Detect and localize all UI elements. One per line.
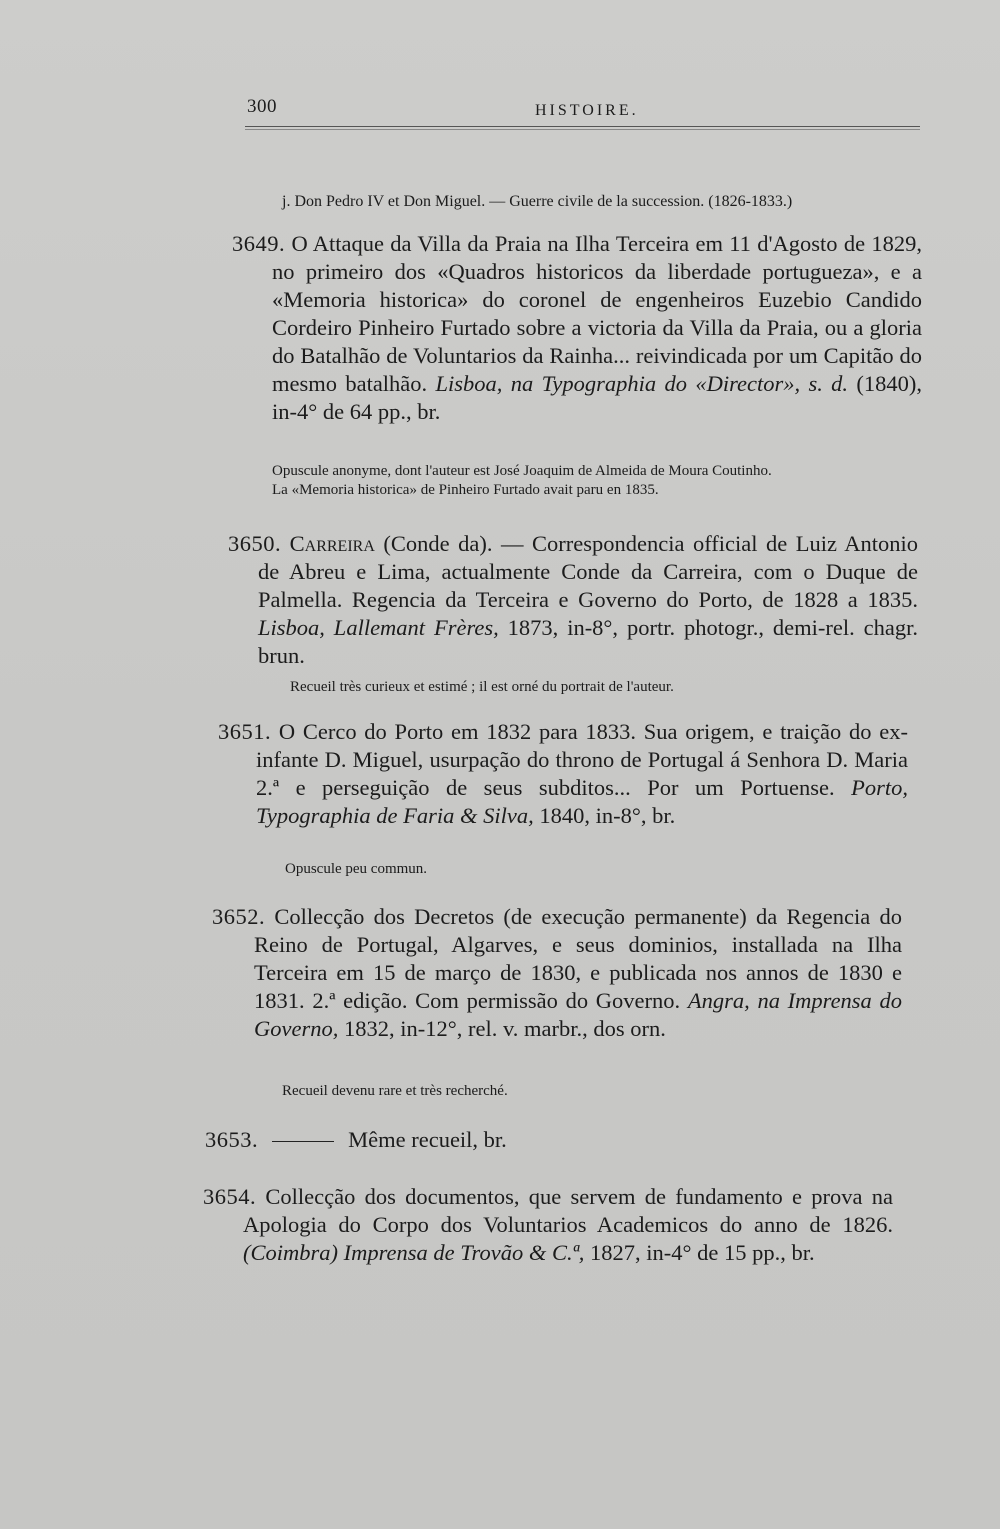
catalog-entry-3649 [232,230,922,426]
note-line: Opuscule peu commun. [285,861,428,877]
header-rule [245,126,920,127]
entry-collation: 1840, in-8°, br. [539,803,676,828]
page-number: 300 [247,96,277,117]
entry-imprint: (Coimbra) Imprensa de Trovão & C.ª, [243,1240,585,1265]
note-line: Recueil très curieux et estimé ; il est orné du portrait de l'auteur. [290,679,674,695]
entry-collation: 1827, in-4° de 15 pp., br. [590,1240,815,1265]
catalog-entry-3650 [228,530,918,670]
running-title: HISTOIRE. [535,102,639,119]
page-header [245,96,920,124]
note-line: Opuscule anonyme, dont l'auteur est José Joaquim de Almeida de Moura Coutinho. [272,463,772,479]
note-line: Recueil devenu rare et très recherché. [282,1083,508,1099]
header-rule-secondary [245,129,920,130]
entry-title: (Conde da). — Correspondencia official de Luiz Antonio de Abreu e Lima, actualmente Conde da Carreira, com o Duque de Palmella. Regencia da Terceira e Governo do Porto, de 1828 a 1835. [258,531,919,612]
entry-number: 3652. [212,904,266,929]
entry-number: 3654. [203,1184,257,1209]
entry-number: 3650. [228,531,282,556]
entry-note-3649 [272,462,772,500]
entry-title: Même recueil, br. [348,1127,507,1152]
entry-number: 3651. [218,719,272,744]
entry-title: O Attaque da Villa da Praia na Ilha Terceira em 11 d'Agosto de 1829, no primeiro dos «Quadros historicos da liberdade portugueza», e a «Memoria historica» do coronel de engenheiros Euzebio Candido Cordeiro Pinheiro Furtado sobre a victoria da Villa da Praia, ou a gloria do Batalhão de Voluntarios da Rainha... reivindicada por um Capitão do mesmo batalhão. [272,231,922,396]
entry-note-3651 [285,860,427,879]
entry-author: Carreira [289,531,375,556]
catalog-entry-3653 [205,1126,905,1154]
catalog-entry-3652 [212,903,902,1043]
entry-collation: 1832, in-12°, rel. v. marbr., dos orn. [343,1016,666,1041]
entry-title: O Cerco do Porto em 1832 para 1833. Sua origem, e traição do ex-infante D. Miguel, usurpação do throno de Portugal á Senhora D. Maria 2.ª e perseguição de seus subditos... Por um Portuense. [256,719,908,800]
entry-imprint: Porto, Typographia de Faria & Silva, [256,775,908,828]
entry-collation: (1840), in-4° de 64 pp., br. [272,371,923,424]
entry-imprint: Lisboa, na Typographia do «Director», s. d. [435,371,849,396]
ditto-dash [272,1141,334,1142]
entry-imprint: Angra, na Imprensa do Governo, [254,988,903,1041]
entry-collation: 1873, in-8°, portr. photogr., demi-rel. chagr. brun. [258,615,918,668]
section-heading: j. Don Pedro IV et Don Miguel. — Guerre civile de la succession. (1826-1833.) [282,193,793,210]
entry-number: 3649. [232,231,286,256]
catalog-entry-3651 [218,718,908,830]
entry-note-3652 [282,1082,508,1101]
note-line: La «Memoria historica» de Pinheiro Furtado avait paru en 1835. [272,482,659,498]
entry-title: Collecção dos documentos, que servem de fundamento e prova na Apologia do Corpo dos Voluntarios Academicos do anno de 1826. [243,1184,894,1237]
entry-number: 3653. [205,1127,259,1152]
entry-note-3650 [290,678,674,697]
catalog-entry-3654 [203,1183,893,1267]
entry-title: Collecção dos Decretos (de execução permanente) da Regencia do Reino de Portugal, Algarves, e seus dominios, installada na Ilha Terceira em 15 de março de 1830, e publicada nos annos de 1830 e 1831. 2.ª edição. Com permissão do Governo. [254,904,903,1013]
entry-imprint: Lisboa, Lallemant Frères, [258,615,499,640]
